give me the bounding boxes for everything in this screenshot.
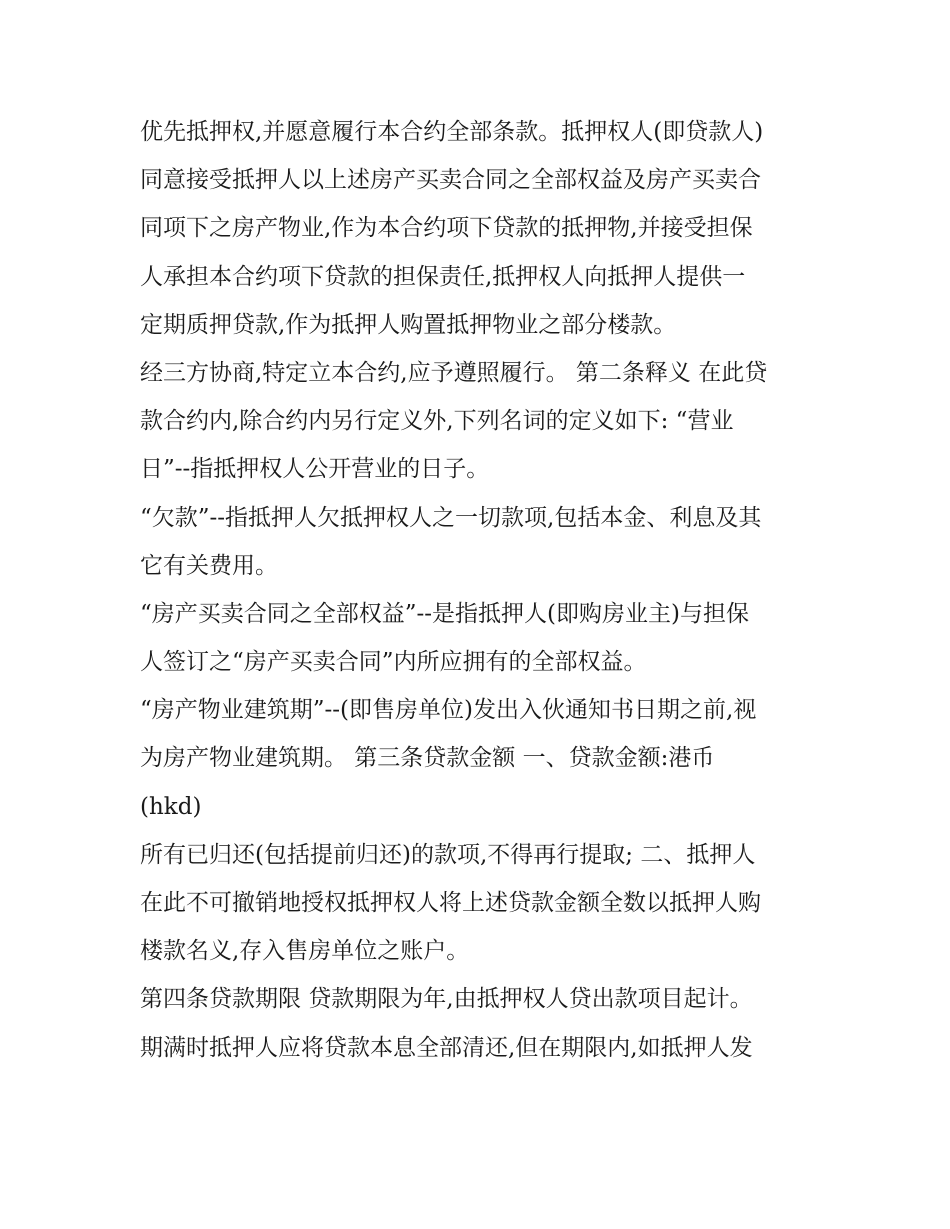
document-body (140, 108, 820, 1072)
text-line: “欠款”--指抵押人欠抵押权人之一切款项,包括本金、利息及其 (140, 504, 762, 531)
text-line: 同项下之房产物业,作为本合约项下贷款的抵押物,并接受担保 (140, 215, 753, 242)
text-line: 所有已归还(包括提前归还)的款项,不得再行提取; 二、抵押人 (140, 841, 756, 868)
text-line: 经三方协商,特定立本合约,应予遵照履行。 第二条释义 在此贷 (140, 359, 768, 386)
text-line: 人承担本合约项下贷款的担保责任,抵押权人向抵押人提供一 (140, 263, 746, 290)
text-line: 日”--指抵押权人公开营业的日子。 (140, 456, 490, 483)
text-line: 它有关费用。 (140, 552, 278, 579)
text-line: 定期质押贷款,作为抵押人购置抵押物业之部分楼款。 (140, 311, 677, 338)
text-line: 楼款名义,存入售房单位之账户。 (140, 938, 470, 965)
text-line: “房产买卖合同之全部权益”--是指抵押人(即购房业主)与担保 (140, 600, 750, 627)
text-line: 期满时抵押人应将贷款本息全部清还,但在期限内,如抵押人发 (140, 1034, 753, 1061)
text-line: 款合约内,除合约内另行定义外,下列名词的定义如下: “营业 (140, 408, 734, 435)
text-line: 同意接受抵押人以上述房产买卖合同之全部权益及房产买卖合 (140, 167, 761, 194)
text-line: “房产物业建筑期”--(即售房单位)发出入伙通知书日期之前,视 (140, 697, 757, 724)
text-line: (hkd) (140, 793, 202, 820)
text-line: 优先抵押权,并愿意履行本合约全部条款。抵押权人(即贷款人) (140, 119, 764, 145)
text-line: 第四条贷款期限 贷款期限为年,由抵押权人贷出款项目起计。 (140, 986, 753, 1013)
text-line: 在此不可撤销地授权抵押权人将上述贷款金额全数以抵押人购 (140, 890, 761, 916)
text-line: 人签订之“房产买卖合同”内所应拥有的全部权益。 (140, 649, 647, 676)
text-line: 为房产物业建筑期。 第三条贷款金额 一、贷款金额:港币 (140, 745, 715, 772)
